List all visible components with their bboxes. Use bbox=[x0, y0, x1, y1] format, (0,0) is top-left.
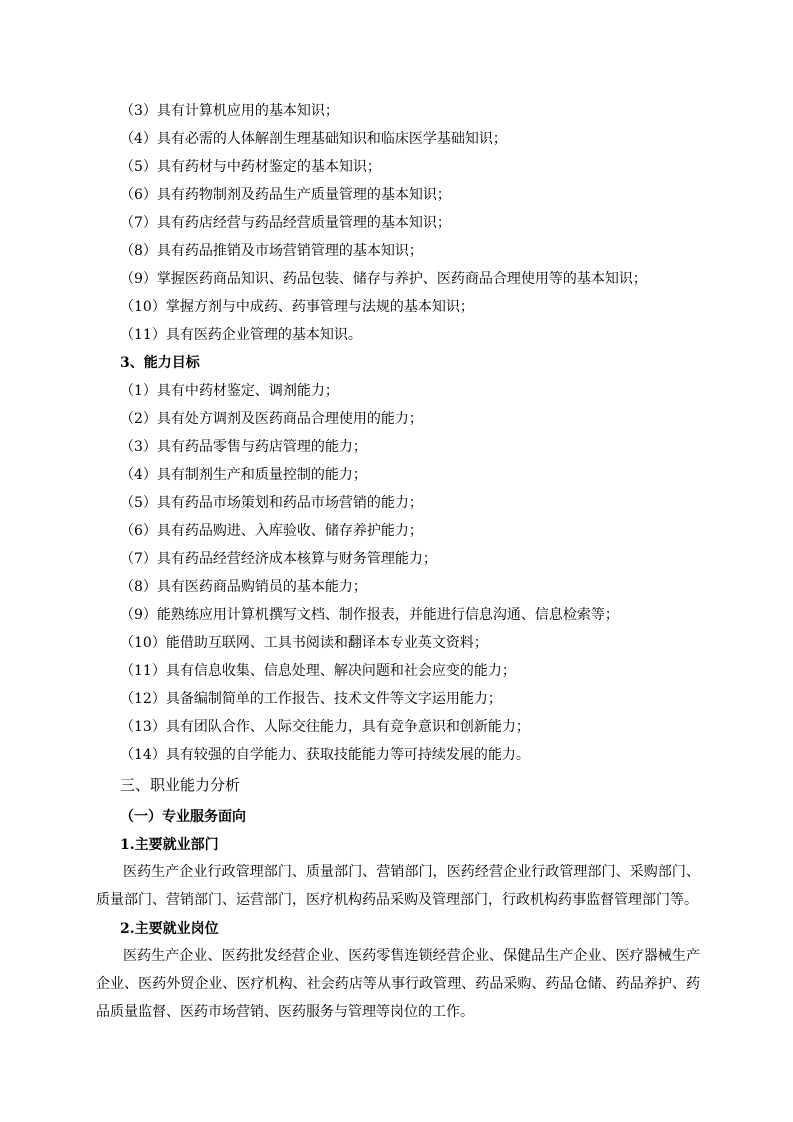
ability-item: （2）具有处方调剂及医药商品合理使用的能力； bbox=[120, 411, 423, 427]
ability-item: （8）具有医药商品购销员的基本能力； bbox=[120, 579, 367, 595]
ability-item: （4）具有制剂生产和质量控制的能力； bbox=[120, 467, 367, 483]
knowledge-item: （9）掌握医药商品知识、药品包装、储存与养护、医药商品合理使用等的基本知识； bbox=[120, 271, 647, 287]
knowledge-item: （6）具有药物制剂及药品生产质量管理的基本知识； bbox=[120, 187, 451, 203]
post-paragraph: 医药生产企业、医药批发经营企业、医药零售连锁经营企业、保健品生产企业、医疗器械生产企业、医药外贸企业、医疗机构、社会药店等从事行政管理、药品采购、药品仓储、药品养护、药品质量监督、医药市场营销、医药服务与管理等岗位的工作。 bbox=[96, 948, 700, 1020]
knowledge-item: （8）具有药品推销及市场营销管理的基本知识； bbox=[120, 243, 423, 259]
dept-paragraph: 医药生产企业行政管理部门、质量部门、营销部门，医药经营企业行政管理部门、采购部门、质量部门、营销部门、运营部门，医疗机构药品采购及管理部门，行政机构药事监督管理部门等。 bbox=[96, 864, 700, 908]
ability-item: （3）具有药品零售与药店管理的能力； bbox=[120, 439, 367, 455]
knowledge-item: （7）具有药店经营与药品经营质量管理的基本知识； bbox=[120, 215, 451, 231]
ability-item: （10）能借助互联网、工具书阅读和翻译本专业英文资料； bbox=[120, 635, 488, 651]
knowledge-item: （5）具有药材与中药材鉴定的基本知识； bbox=[120, 159, 381, 175]
ability-item: （14）具有较强的自学能力、获取技能能力等可持续发展的能力。 bbox=[120, 747, 530, 763]
ability-item: （12）具备编制简单的工作报告、技术文件等文字运用能力； bbox=[120, 691, 502, 707]
ability-item: （9）能熟练应用计算机撰写文档、制作报表，并能进行信息沟通、信息检索等； bbox=[120, 607, 619, 623]
section-title: 三、职业能力分析 bbox=[120, 776, 241, 794]
subsection-title: （一）专业服务面向 bbox=[120, 809, 246, 825]
dept-heading: 1.主要就业部门 bbox=[120, 837, 219, 853]
post-heading: 2.主要就业岗位 bbox=[120, 921, 219, 937]
knowledge-item: （3）具有计算机应用的基本知识； bbox=[120, 103, 339, 119]
ability-item: （6）具有药品购进、入库验收、储存养护能力； bbox=[120, 523, 423, 539]
knowledge-item: （4）具有必需的人体解剖生理基础知识和临床医学基础知识； bbox=[120, 131, 507, 147]
ability-item: （11）具有信息收集、信息处理、解决问题和社会应变的能力； bbox=[120, 663, 516, 679]
ability-item: （5）具有药品市场策划和药品市场营销的能力； bbox=[120, 495, 423, 511]
ability-heading: 3、能力目标 bbox=[120, 355, 200, 371]
knowledge-item: （10）掌握方剂与中成药、药事管理与法规的基本知识； bbox=[120, 299, 474, 315]
ability-item: （1）具有中药材鉴定、调剂能力； bbox=[120, 383, 339, 399]
knowledge-item: （11）具有医药企业管理的基本知识。 bbox=[120, 327, 362, 343]
ability-item: （7）具有药品经营经济成本核算与财务管理能力； bbox=[120, 551, 437, 567]
ability-item: （13）具有团队合作、人际交往能力，具有竞争意识和创新能力； bbox=[120, 719, 530, 735]
